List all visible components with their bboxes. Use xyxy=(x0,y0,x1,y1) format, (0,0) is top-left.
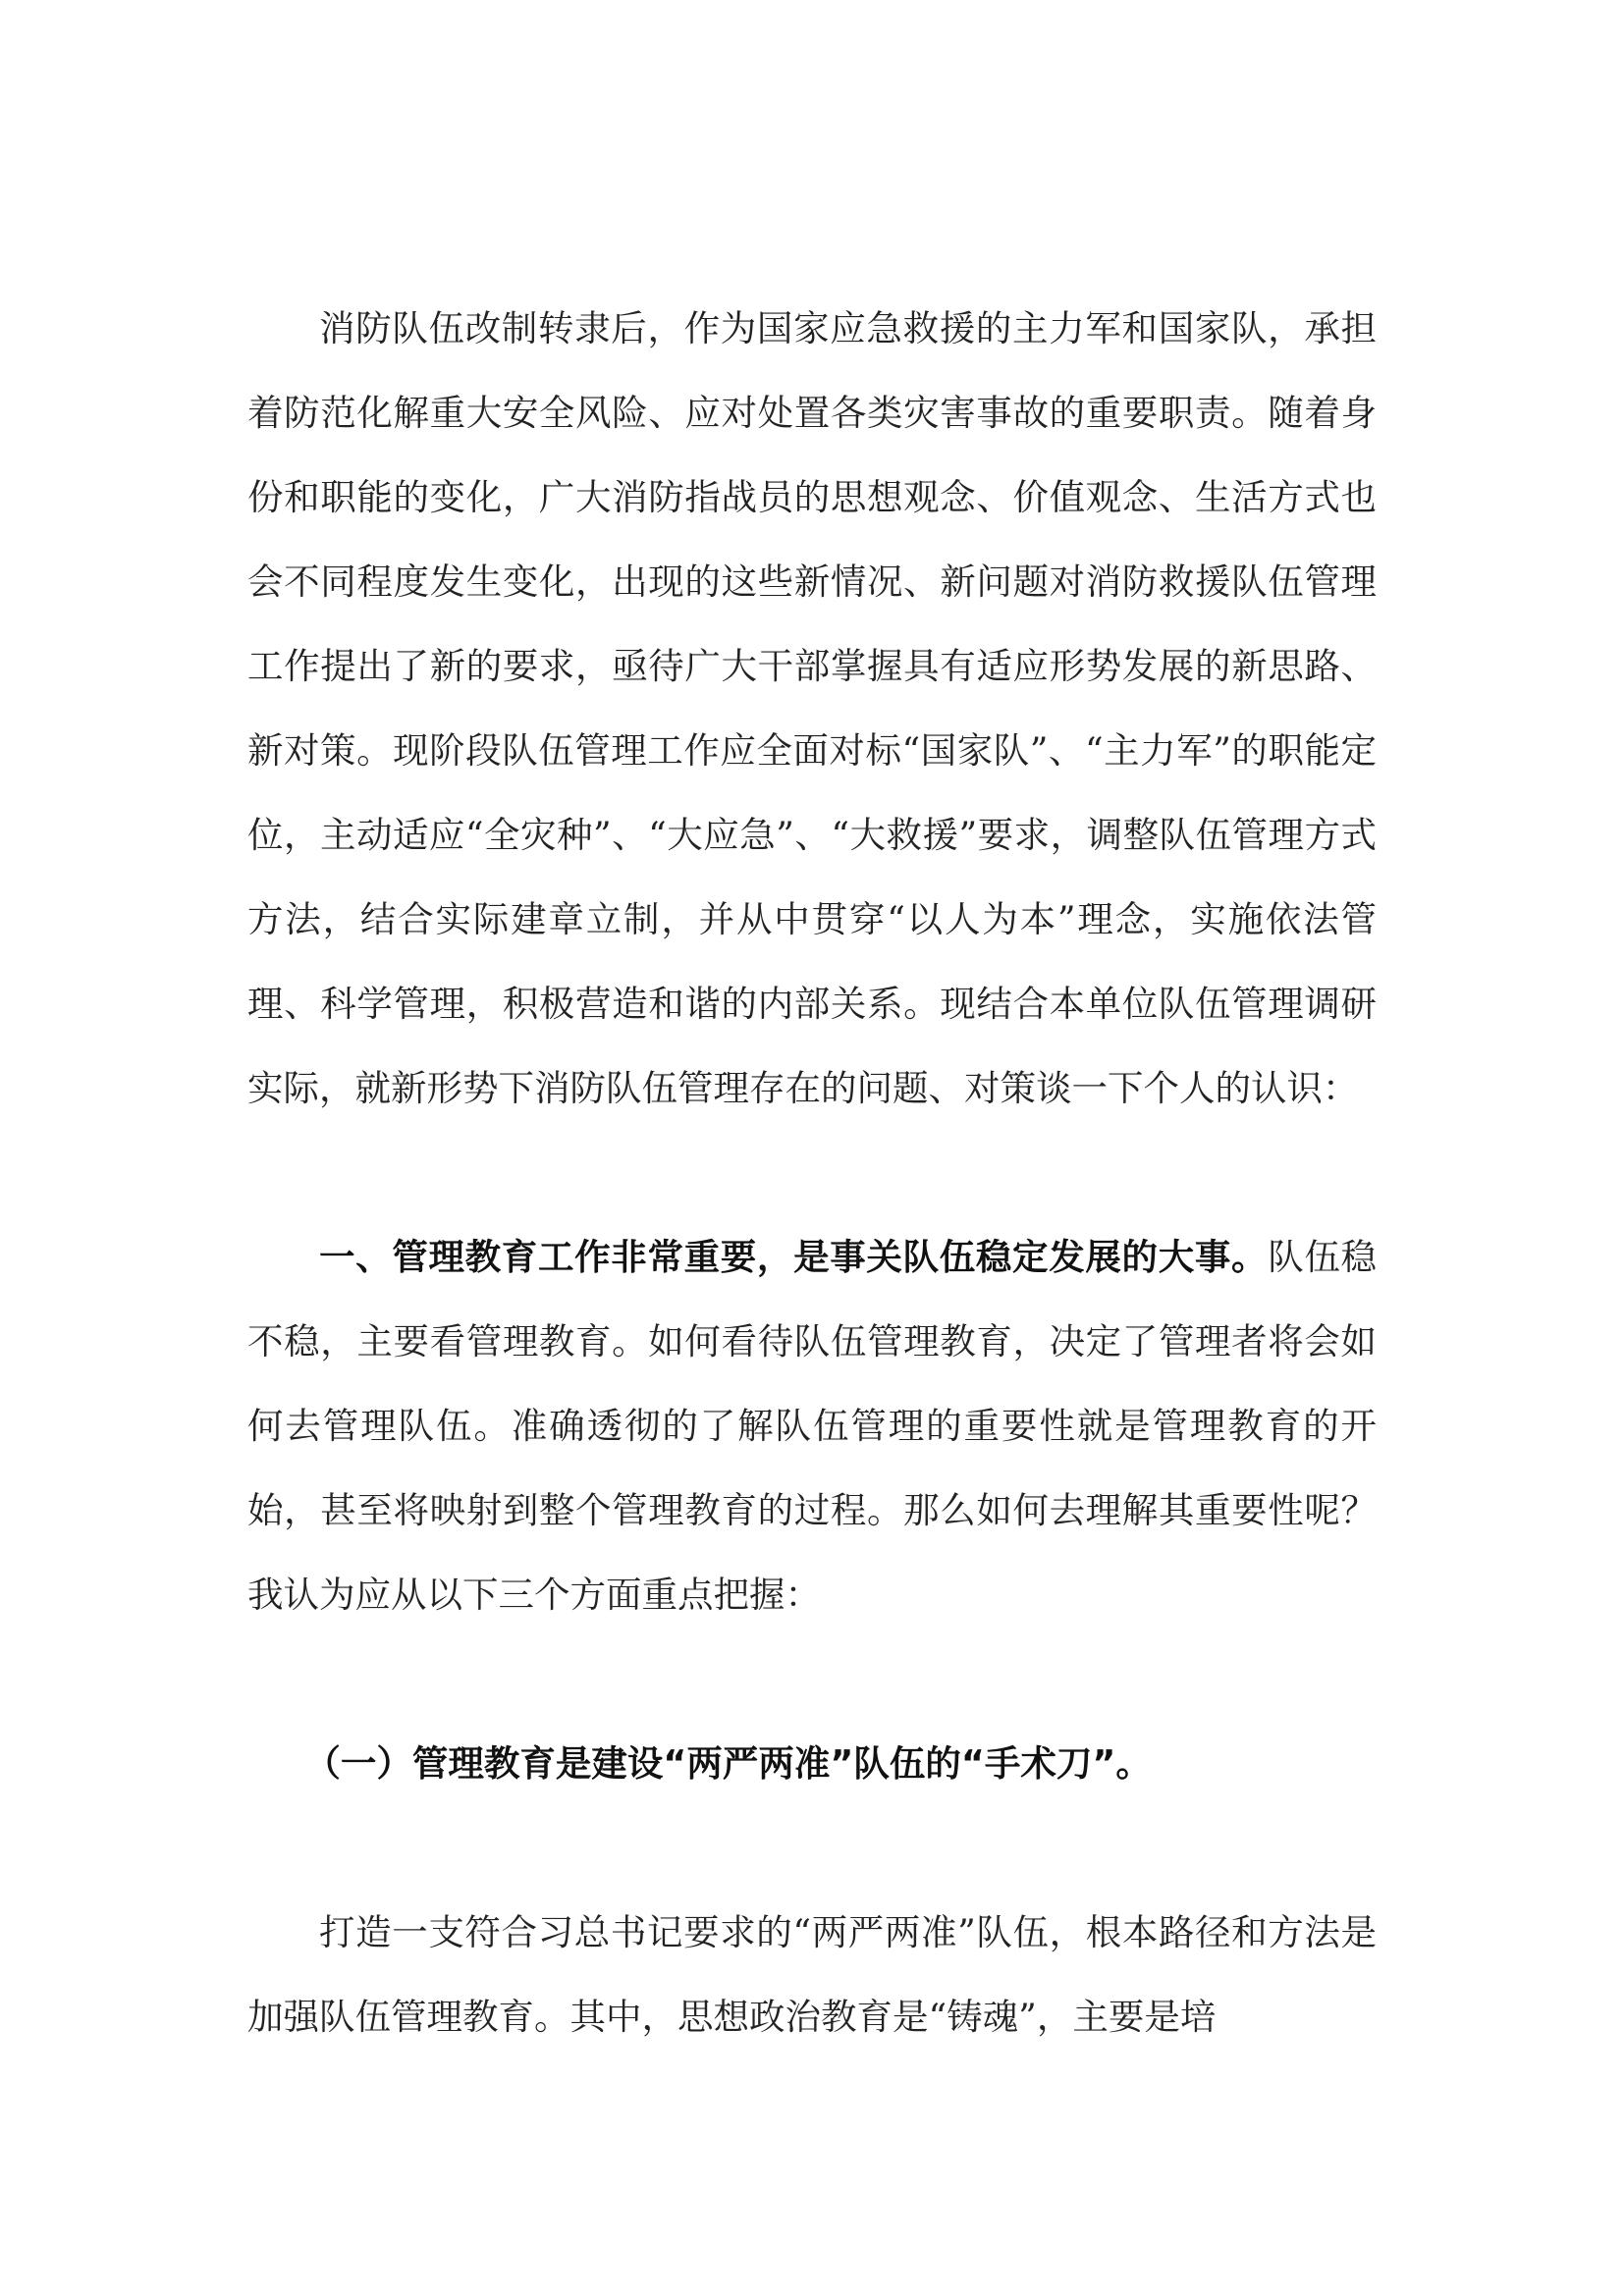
subsection-1-paragraph xyxy=(247,1722,1377,1806)
document-body xyxy=(247,287,1377,2059)
subsection-1-heading: （一）管理教育是建设“两严两准”队伍的“手术刀”。 xyxy=(304,1742,1152,1785)
subsection-1-body-paragraph: 打造一支符合习总书记要求的“两严两准”队伍，根本路径和方法是加强队伍管理教育。其中，思想政治教育是“铸魂”，主要是培 xyxy=(247,1911,1377,2038)
intro-paragraph: 消防队伍改制转隶后，作为国家应急救援的主力军和国家队，承担着防范化解重大安全风险、应对处置各类灾害事故的重要职责。随着身份和职能的变化，广大消防指战员的思想观念、价值观念、生活方式也会不同程度发生变化，出现的这些新情况、新问题对消防救援队伍管理工作提出了新的要求，亟待广大干部掌握具有适应形势发展的新思路、新对策。现阶段队伍管理工作应全面对标“国家队”、“主力军”的职能定位，主动适应“全灾种”、“大应急”、“大救援”要求，调整队伍管理方式方法，结合实际建章立制，并从中贯穿“以人为本”理念，实施依法管理、科学管理，积极营造和谐的内部关系。现结合本单位队伍管理调研实际，就新形势下消防队伍管理存在的问题、对策谈一下个人的认识： xyxy=(247,307,1377,1109)
section-1-body: 队伍稳不稳，主要看管理教育。如何看待队伍管理教育，决定了管理者将会如何去管理队伍。准确透彻的了解队伍管理的重要性就是管理教育的开始，甚至将映射到整个管理教育的过程。那么如何去理解其重要性呢？我认为应从以下三个方面重点把握： xyxy=(247,1236,1378,1616)
section-1-paragraph xyxy=(247,1215,1377,1637)
section-1-heading: 一、管理教育工作非常重要，是事关队伍稳定发展的大事。 xyxy=(319,1236,1269,1278)
